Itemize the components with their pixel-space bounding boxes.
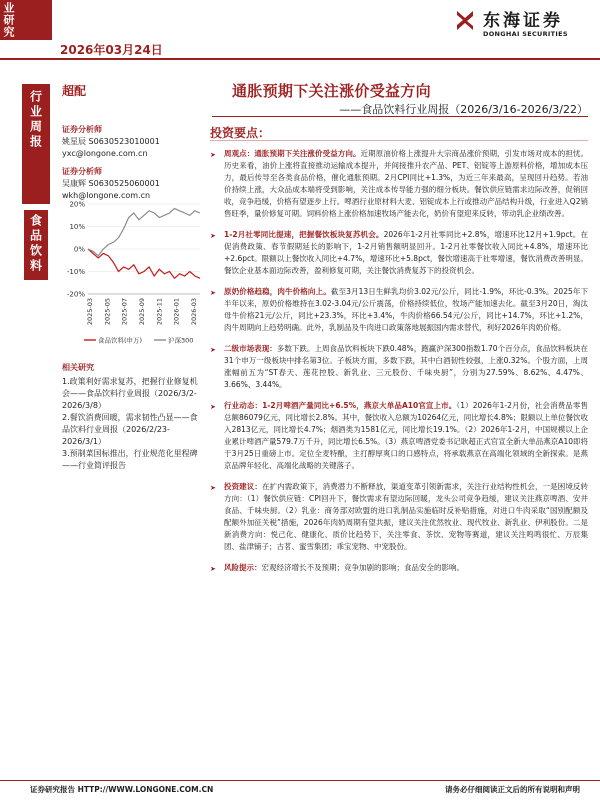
related-research-item[interactable]: 2.餐饮消费回暖，需求韧性凸显——食品饮料行业周报（2026/2/23-2026/3/1） <box>62 413 198 446</box>
section-tab-label: 业研究 <box>2 2 15 38</box>
title-divider <box>212 116 588 117</box>
arrow-bullet-icon: ➤ <box>210 289 216 297</box>
arrow-bullet-icon: ➤ <box>210 565 216 573</box>
paragraph-lead: 原奶价格趋稳，肉牛价格向上。 <box>224 287 331 296</box>
key-point-paragraph <box>204 343 588 391</box>
paragraph-lead: 二级市场表现： <box>224 344 277 353</box>
section-tab <box>0 0 52 40</box>
paragraph-lead: 风险提示： <box>224 563 262 572</box>
sector-label: 食品饮料 <box>28 214 43 274</box>
logo-icon <box>453 8 477 32</box>
report-type-tab <box>22 84 50 204</box>
related-research-item[interactable]: 1.政策利好需求复苏，把握行业修复机会——食品饮料行业周报（2026/3/2-2026/3/8） <box>62 377 198 410</box>
industry-rating: 超配 <box>62 84 87 98</box>
related-research-item[interactable]: 3.预制菜国标推出，行业规范化里程碑——行业简评报告 <box>62 449 198 470</box>
report-title: 通胀预期下关注涨价受益方向 <box>232 82 431 100</box>
key-point-paragraph <box>204 481 588 553</box>
paragraph-lead: 周观点：通胀预期下关注涨价受益方向。 <box>224 149 361 158</box>
report-subtitle: ——食品饮料行业周报（2026/3/16-2026/3/22） <box>339 103 588 116</box>
analyst-list <box>62 124 204 202</box>
footer-disclaimer: 请务必仔细阅读正文后的所有说明和声明 <box>445 785 580 794</box>
related-research <box>62 362 202 472</box>
paragraph-lead: 投资建议： <box>224 482 262 491</box>
y-tick-label: 10% <box>69 223 85 231</box>
arrow-bullet-icon: ➤ <box>210 403 216 411</box>
key-point-paragraph <box>204 148 588 220</box>
analyst-name: 姚星辰 S0630523010001 <box>62 137 160 146</box>
report-type-label: 行业周报 <box>28 90 43 150</box>
logo-chinese-name: 东海证券 <box>483 11 563 31</box>
analyst-role: 证券分析师 <box>62 125 102 134</box>
arrow-bullet-icon: ➤ <box>210 346 216 354</box>
paragraph-text: 宏观经济增长不及预期；竞争加剧的影响；食品安全的影响。 <box>261 563 464 572</box>
arrow-bullet-icon: ➤ <box>210 151 216 159</box>
paragraph-text: 2026年1-2月社零同比+2.8%，增速环比12月+1.9pct。在促消费政策、春节假期延长的影响下，1-2月销售额明显回升。1-2月社零餐饮收入同比+4.8%，增速环比+2.6pct。限额以上餐饮收入同比+4.7%，增速环比+5.8pct，餐饮增速高于社零增速，餐饮消费改善明显。餐饮企业基本面边际改善，盈利修复可期，关注餐饮消费复苏下的投资机会。 <box>224 230 588 275</box>
x-tick-label: 2025-09 <box>138 298 146 326</box>
x-tick-label: 2026-01 <box>172 298 181 326</box>
arrow-bullet-icon: ➤ <box>210 232 216 240</box>
paragraph-text: 近期原油价格上涨提升大宗商品涨价预期，引发市场对成本的担忧。历史来看，油价上涨将直接推动运输成本提升，并间接推升农产品、PET、铝锭等上游原料价格，增加成本压力，最后传导至各类食品价格，催化通胀预期。2月CPI同比+1.3%，为近三年来最高，呈现回升趋势。若油价持续上涨，大众品成本端将受到影响，关注成本传导能力强的细分板块。餐饮供应链需求边际改善，促销回收，竞争趋缓，价格有望逐步上行。啤酒行业原材料大麦、铝锭成本上行或推动产品结构升级，行业进入Q2销售旺季，量价修复可期。饲料价格上涨价格加速牧场产能去化，奶价有望迎来反转，带动乳企业绩改善。 <box>224 149 588 218</box>
x-tick-label: 2025-03 <box>86 298 94 326</box>
paragraph-text: 在扩内需政策下，消费潜力不断释放，渠道变革引领新需求，关注行业结构性机会，一是困境反转方向：（1）餐饮供应链：CPI回升下，餐饮需求有望边际回暖，龙头公司竞争趋缓，建议关注燕京啤酒、安井食品、千味央厨。（2）乳业：商务部对欧盟的进口乳制品实施临时反补贴措施，对进口牛肉采取“国别配额及配额外加征关税”措施，2026年肉奶周期有望共振，建议关注优然牧业、现代牧业、新乳业、伊利股份。二是新消费方向：悦己化、健康化、质价比趋势下，关注零食、茶饮、宠物等赛道，建议关注鸣鸣很忙、万辰集团、盐津铺子；古茗、蜜雪集团；乖宝宠物、中宠股份。 <box>224 482 589 551</box>
key-points-heading: 投资要点： <box>210 126 271 140</box>
footer-website[interactable]: 证券研究报告 HTTP://WWW.LONGONE.COM.CN <box>30 785 214 794</box>
y-tick-label: -20% <box>66 290 85 299</box>
key-point-paragraph <box>204 562 588 574</box>
company-logo <box>453 6 588 44</box>
analyst-email[interactable]: yxc@longone.com.cn <box>62 149 148 158</box>
paragraph-text: 多数下跌。上周食品饮料板块下跌0.48%，跑赢沪深300指数1.70个百分点，食品饮料板块在31个申万一级板块中排名第3位。子板块方面，多数下跌，其中白酒韧性较强，上涨0.32%。个股方面，上周涨幅前五为“ST春天、莲花控股、新乳业、三元股份、千味央厨”，分别为27.59%、8.62%、4.47%、3.66%、3.44%。 <box>224 344 589 389</box>
x-tick-label: 2025-07 <box>120 298 129 326</box>
y-tick-label: 20% <box>69 200 85 209</box>
report-date: 2026年03月24日 <box>60 43 163 57</box>
paragraph-lead: 1-2月社零同比提速，把握餐饮板块复苏机会。 <box>224 230 384 239</box>
key-point-paragraph <box>204 229 588 277</box>
paragraph-text: （1）2026年1-2月份，社会消费品零售总额86079亿元，同比增长2.8%。其中，餐饮收入总额为10264亿元，同比增长4.8%；限额以上单位餐饮收入2813亿元，同比增长4.7%；烟酒类为1581亿元，同比增长19.1%。（2）2026年1-2月，中国规模以上企业累计啤酒产量579.7万千升，同比增长6.5%。（3）燕京啤酒党委书记耿超正式官宣全新大单品燕京A10即将于3月25日重磅上市。定位全麦特酿，主打醇厚爽口的口感特点，将承载燕京在高端化领域的全新探索。是燕京品牌年轻化、高端化战略的关键落子。 <box>224 401 589 470</box>
paragraph-text: 截至3月13日生鲜乳均价3.02元/公斤，同比-1.9%，环比-0.3%。2025年下半年以来，原奶价格维持在3.02-3.04元/公斤震荡，价格持续低位，牧场产能加速去化。截至3月20日，淘汰母牛价格21元/公斤，同比+23.3%，环比+3.4%，牛肉价格66.54元/公斤，同比+14.7%，环比+1.2%，肉牛周期向上趋势明确。此外，乳制品及牛肉进口政策落地展振国内需求替代，利好2026年肉奶价格。 <box>224 287 588 332</box>
analyst-role: 证券分析师 <box>62 167 102 176</box>
key-points-divider <box>210 140 588 141</box>
arrow-bullet-icon: ➤ <box>210 484 216 492</box>
series-line <box>88 249 200 278</box>
y-tick-label: -10% <box>66 268 85 276</box>
key-point-paragraph <box>204 400 588 472</box>
logo-english-name: DONGHAI SECURITIES <box>483 30 568 38</box>
analyst-email[interactable]: wkh@longone.com.cn <box>62 191 151 200</box>
key-points-body <box>204 148 588 583</box>
y-tick-label: 0% <box>73 245 85 254</box>
performance-chart <box>62 198 204 348</box>
series-line <box>88 209 200 256</box>
legend-label: 沪深300 <box>168 336 194 345</box>
sector-tab <box>24 210 48 280</box>
x-tick-label: 2026-03 <box>190 298 198 326</box>
analyst-name: 吴康辉 S0630525060001 <box>62 179 160 188</box>
x-tick-label: 2025-11 <box>155 298 164 326</box>
header-divider <box>0 58 600 60</box>
key-point-paragraph <box>204 286 588 334</box>
legend-label: 食品饮料(申万) <box>98 336 143 345</box>
paragraph-lead: 行业动态：1-2月啤酒产量同比+6.5%，燕京大单品A10官宣上市。 <box>224 401 457 410</box>
footer-divider <box>0 780 600 781</box>
x-tick-label: 2025-05 <box>103 298 112 326</box>
related-research-heading: 相关研究 <box>62 363 94 372</box>
